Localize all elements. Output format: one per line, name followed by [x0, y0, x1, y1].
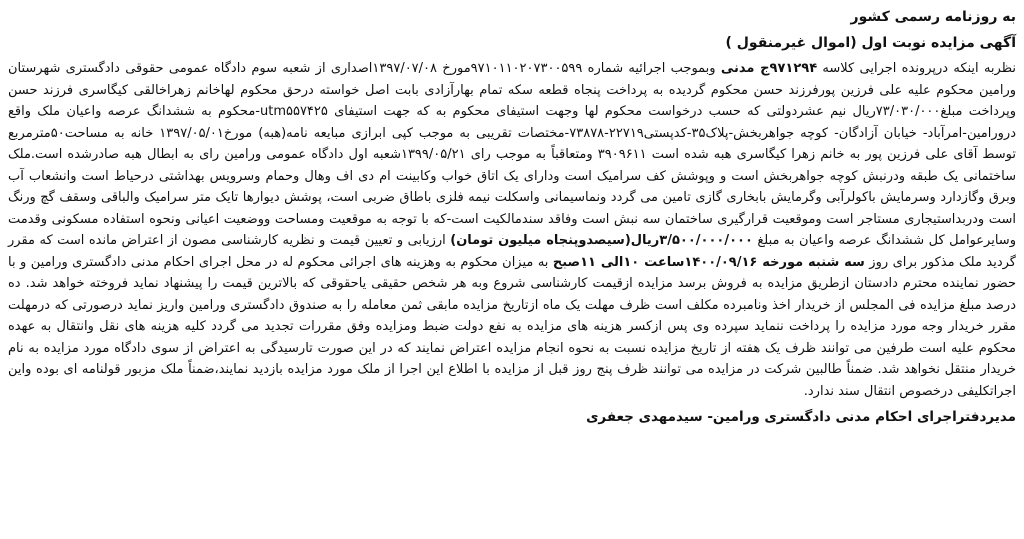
body-part-2: وبموجب اجرائیه شماره ۹۷۱۰۱۱۰۲۰۷۳۰۰۵۹۹مورخ ۱۳۹۷/۰۷/۰۸اصداری از شعبه سوم دادگاه عمومی حقوقی دادگستری شهرستان ورامین محکوم علیه علی فرزین پورفرزند حسن محکوم گردیده به پرداخت پنجاه قطعه سکه تمام بهارآزادی بابت اصل خواسته درحق محکوم لهاخانم زهراخالقی کیگاسری فرزند حسن وپرداخت مبلغ۷۳/۰۳۰/۰۰۰ریال نیم عشردولتی که حسب درخواست محکوم لها وجهت استیفای محکوم به که جهت استیفای utm۵۵۷۴۲۵-محکوم به ششدانگ عرصه واعیان ملک واقع درورامین-امرآباد- خیابان آزادگان- کوچه جواهربخش-پلاک۳۵-کدپستی۲۲۷۱۹-۷۳۸۷۸-مختصات تقریبی به موجب کپی ابرازی مبایعه نامه(هبه) مورخ۱۳۹۷/۰۵/۰۱ خانه به مساحت۵۰مترمربع توسط آقای علی فرزین پور به خانم زهرا کیگاسری هبه شده است ۳۹۰۹۶۱۱ ومتعاقباً به موجب رای ۱۳۹۹/۰۵/۲۱شعبه اول دادگاه عمومی ورامین رای به ابطال هبه صادرشده است.ملک ساختمانی یک طبقه ودرنبش کوچه جواهربخش است و وپوشش کف سرامیک است ودارای یک اتاق خواب وکابینت ام دی اف وهال وحمام وسرویس بهداشتی درحیاط است وانشعاب آب وبرق وگازدارد وسرمایش باکولرآبی وگرمایش بابخاری گازی تامین می گردد ونماسیمانی واسکلت نیمه فلزی باطاق ضربی است، پوشش دیوارها تایک متر سرامیک والباقی وسقف گچ ورنگ است ودربداستیجاری مستاجر است وموقعیت قرارگیری ساختمان سه نبش است وفاقد سندمالکیت است-که با توجه به موقعیت ومساحت ووضعیت اعیانی ونحوه استفاده مسکونی وقدمت وسایرعوامل کل ششدانگ عرصه واعیان به مبلغ [8, 61, 1016, 248]
notice-body [8, 58, 1016, 402]
case-number: ۹۷۱۲۹۴ج مدنی [720, 61, 818, 76]
body-part-4: به میزان محکوم به وهزینه های اجرائی محکوم له در محل اجرای احکام مدنی دادگستری ورامین و با حضور نماینده محترم دادستان ازطریق مزایده به فروش برسد مزایده ازقیمت کارشناسی شروع وبه هر شخص حقیقی یاحقوقی که بالاترین قیمت را پیشنهاد نماید فروخته خواهد شد. ده درصد مبلغ مزایده فی المجلس از خریدار اخذ ونامبرده مکلف است ظرف مهلت یک ماه ازتاریخ مزایده مابقی ثمن معامله را به صندوق دادگستری ورامین واریز نماید درصورتی که درمهلت مقرر خریدار وجه مورد مزایده را پرداخت ننماید سپرده وی پس ازکسر هزینه های مزایده به نفع دولت ضبط ومزایده وفق مقررات تجدید می گردد کلیه هزینه های نقل وانتقال به عهده محکوم علیه است طرفین می توانند ظرف یک هفته از تاریخ مزایده نسبت به نحوه انجام مزایده اعتراض نمایند که در این صورت تارسیدگی به اعتراض از سوی دادگاه مورد مزایده به نام خریدار منتقل نخواهد شد. ضمناً طالبین شرکت در مزایده می توانند ظرف پنج روز قبل از مزایده با اطلاع این اجرا از ملک مورد مزایده بازدید نمایند،ضمناً ملک مزبور قولنامه ای بوده واین اجراتکلیفی درخصوص انتقال سند ندارد. [8, 254, 1016, 399]
body-part-3: ارزیابی و تعیین قیمت و نظریه کارشناسی مصون از اعتراض مانده است که مقرر گردید ملک مذکور برای روز [8, 233, 1016, 270]
notice-title: آگهی مزایده نوبت اول (اموال غیرمنقول ) [725, 35, 1016, 51]
appraised-price: ۳/۵۰۰/۰۰۰/۰۰۰ریال(سیصدوپنجاه میلیون تومان) [450, 233, 753, 248]
auction-datetime: سه شنبه مورخه ۱۴۰۰/۰۹/۱۶ساعت ۱۰الی ۱۱صبح [552, 254, 865, 270]
publication-line: به روزنامه رسمی کشور [850, 9, 1016, 25]
body-part-1: نظربه اینکه درپرونده اجرایی کلاسه [817, 61, 1016, 76]
signature-line: مدیردفتراجرای احکام مدنی دادگستری ورامین- سیدمهدی جعفری [586, 409, 1016, 425]
